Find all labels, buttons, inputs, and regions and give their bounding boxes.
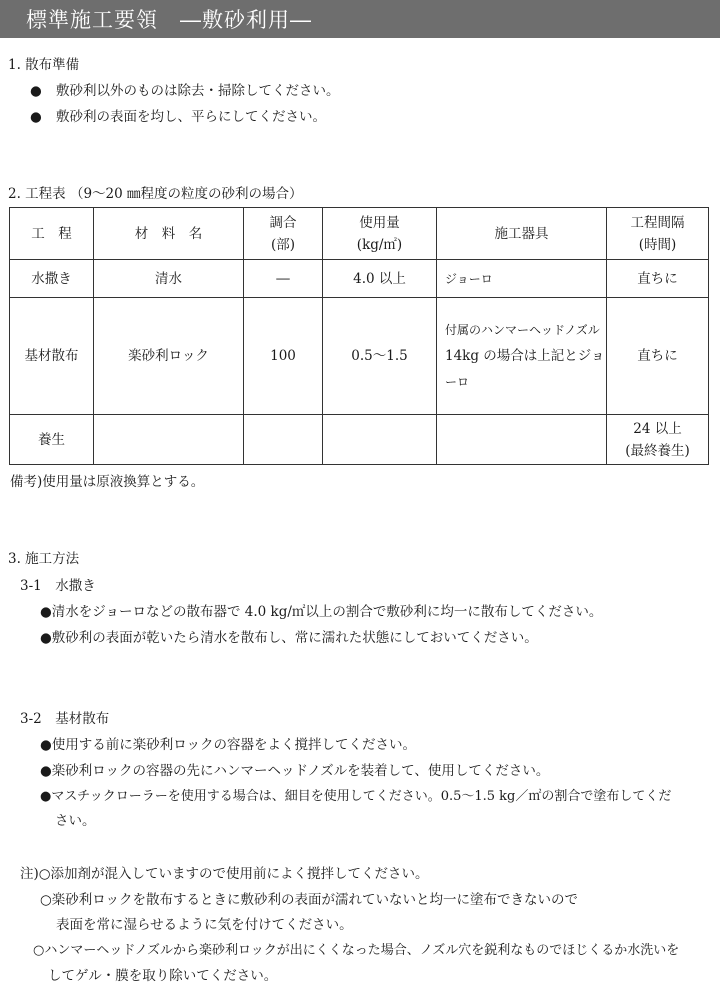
header-mix: 調合 (部): [244, 208, 323, 260]
bullet-icon: ●: [30, 83, 42, 99]
cell-mix: [244, 415, 323, 465]
header-tool: 施工器具: [437, 208, 607, 260]
header-usage: 使用量 (kg/㎡): [323, 208, 437, 260]
cell-material: [94, 415, 244, 465]
table-note: 備考)使用量は原液換算とする。: [10, 474, 205, 490]
page-title: 標準施工要領 ―敷砂利用―: [26, 8, 312, 32]
cell-mix: ―: [244, 260, 323, 298]
section3-heading: 3. 施工方法: [8, 551, 80, 567]
cell-interval: 直ちに: [607, 260, 709, 298]
method-bullet: ●楽砂利ロックの容器の先にハンマーヘッドノズルを装着して、使用してください。: [40, 763, 550, 779]
header-interval: 工程間隔 (時間): [607, 208, 709, 260]
cell-tool: [437, 415, 607, 465]
header-material: 材 料 名: [94, 208, 244, 260]
caution-note: ○ハンマーヘッドノズルから楽砂利ロックが出にくくなった場合、ノズル穴を鋭利なものでほじくるか水洗いを: [33, 943, 680, 958]
cell-material: 清水: [94, 260, 244, 298]
method-bullet: ●清水をジョーロなどの散布器で 4.0 kg/㎡以上の割合で敷砂利に均一に散布してください。: [40, 604, 603, 620]
method-bullet-cont: さい。: [55, 813, 96, 829]
cell-process: 水撒き: [10, 260, 94, 298]
cell-interval: 直ちに: [607, 298, 709, 415]
caution-note: 表面を常に湿らせるように気を付けてください。: [56, 917, 353, 933]
title-banner: [0, 0, 720, 38]
cell-usage: 0.5～1.5: [323, 298, 437, 415]
table-row: [10, 298, 709, 415]
subsection-heading: 3-1 水撒き: [20, 578, 96, 594]
table-row: [10, 260, 709, 298]
method-bullet: ●マスチックローラーを使用する場合は、細目を使用してください。0.5～1.5 kg／㎡の割合で塗布してくだ: [40, 789, 672, 804]
caution-note: してゲル・膜を取り除いてください。: [48, 968, 278, 984]
section1-heading: 1. 散布準備: [8, 57, 80, 73]
header-process: 工 程: [10, 208, 94, 260]
caution-note: 注)○添加剤が混入していますので使用前によく撹拌してください。: [20, 866, 429, 882]
cell-usage: 4.0 以上: [323, 260, 437, 298]
cell-mix: 100: [244, 298, 323, 415]
cell-material: 楽砂利ロック: [94, 298, 244, 415]
table-header-row: [10, 208, 709, 260]
cell-process: 養生: [10, 415, 94, 465]
bullet-icon: ●: [30, 109, 42, 125]
method-bullet: ●敷砂利の表面が乾いたら清水を散布し、常に濡れた状態にしておいてください。: [40, 630, 538, 646]
table-row: [10, 415, 709, 465]
subsection-heading: 3-2 基材散布: [20, 711, 110, 727]
method-bullet: ●使用する前に楽砂利ロックの容器をよく撹拌してください。: [40, 737, 417, 753]
process-table: [9, 207, 709, 465]
cell-tool: 付属のハンマーヘッドノズル 14kg の場合は上記とジョ ーロ: [437, 298, 607, 415]
section1-bullet: 敷砂利以外のものは除去・掃除してください。: [56, 83, 340, 99]
caution-note: ○楽砂利ロックを散布するときに敷砂利の表面が濡れていないと均一に塗布できないので: [40, 892, 579, 908]
cell-interval: 24 以上 (最終養生): [607, 415, 709, 465]
cell-usage: [323, 415, 437, 465]
cell-process: 基材散布: [10, 298, 94, 415]
cell-tool: ジョーロ: [437, 260, 607, 298]
section1-bullet: 敷砂利の表面を均し、平らにしてください。: [56, 109, 326, 125]
section2-heading: 2. 工程表 （9～20 ㎜程度の粒度の砂利の場合）: [8, 186, 303, 202]
